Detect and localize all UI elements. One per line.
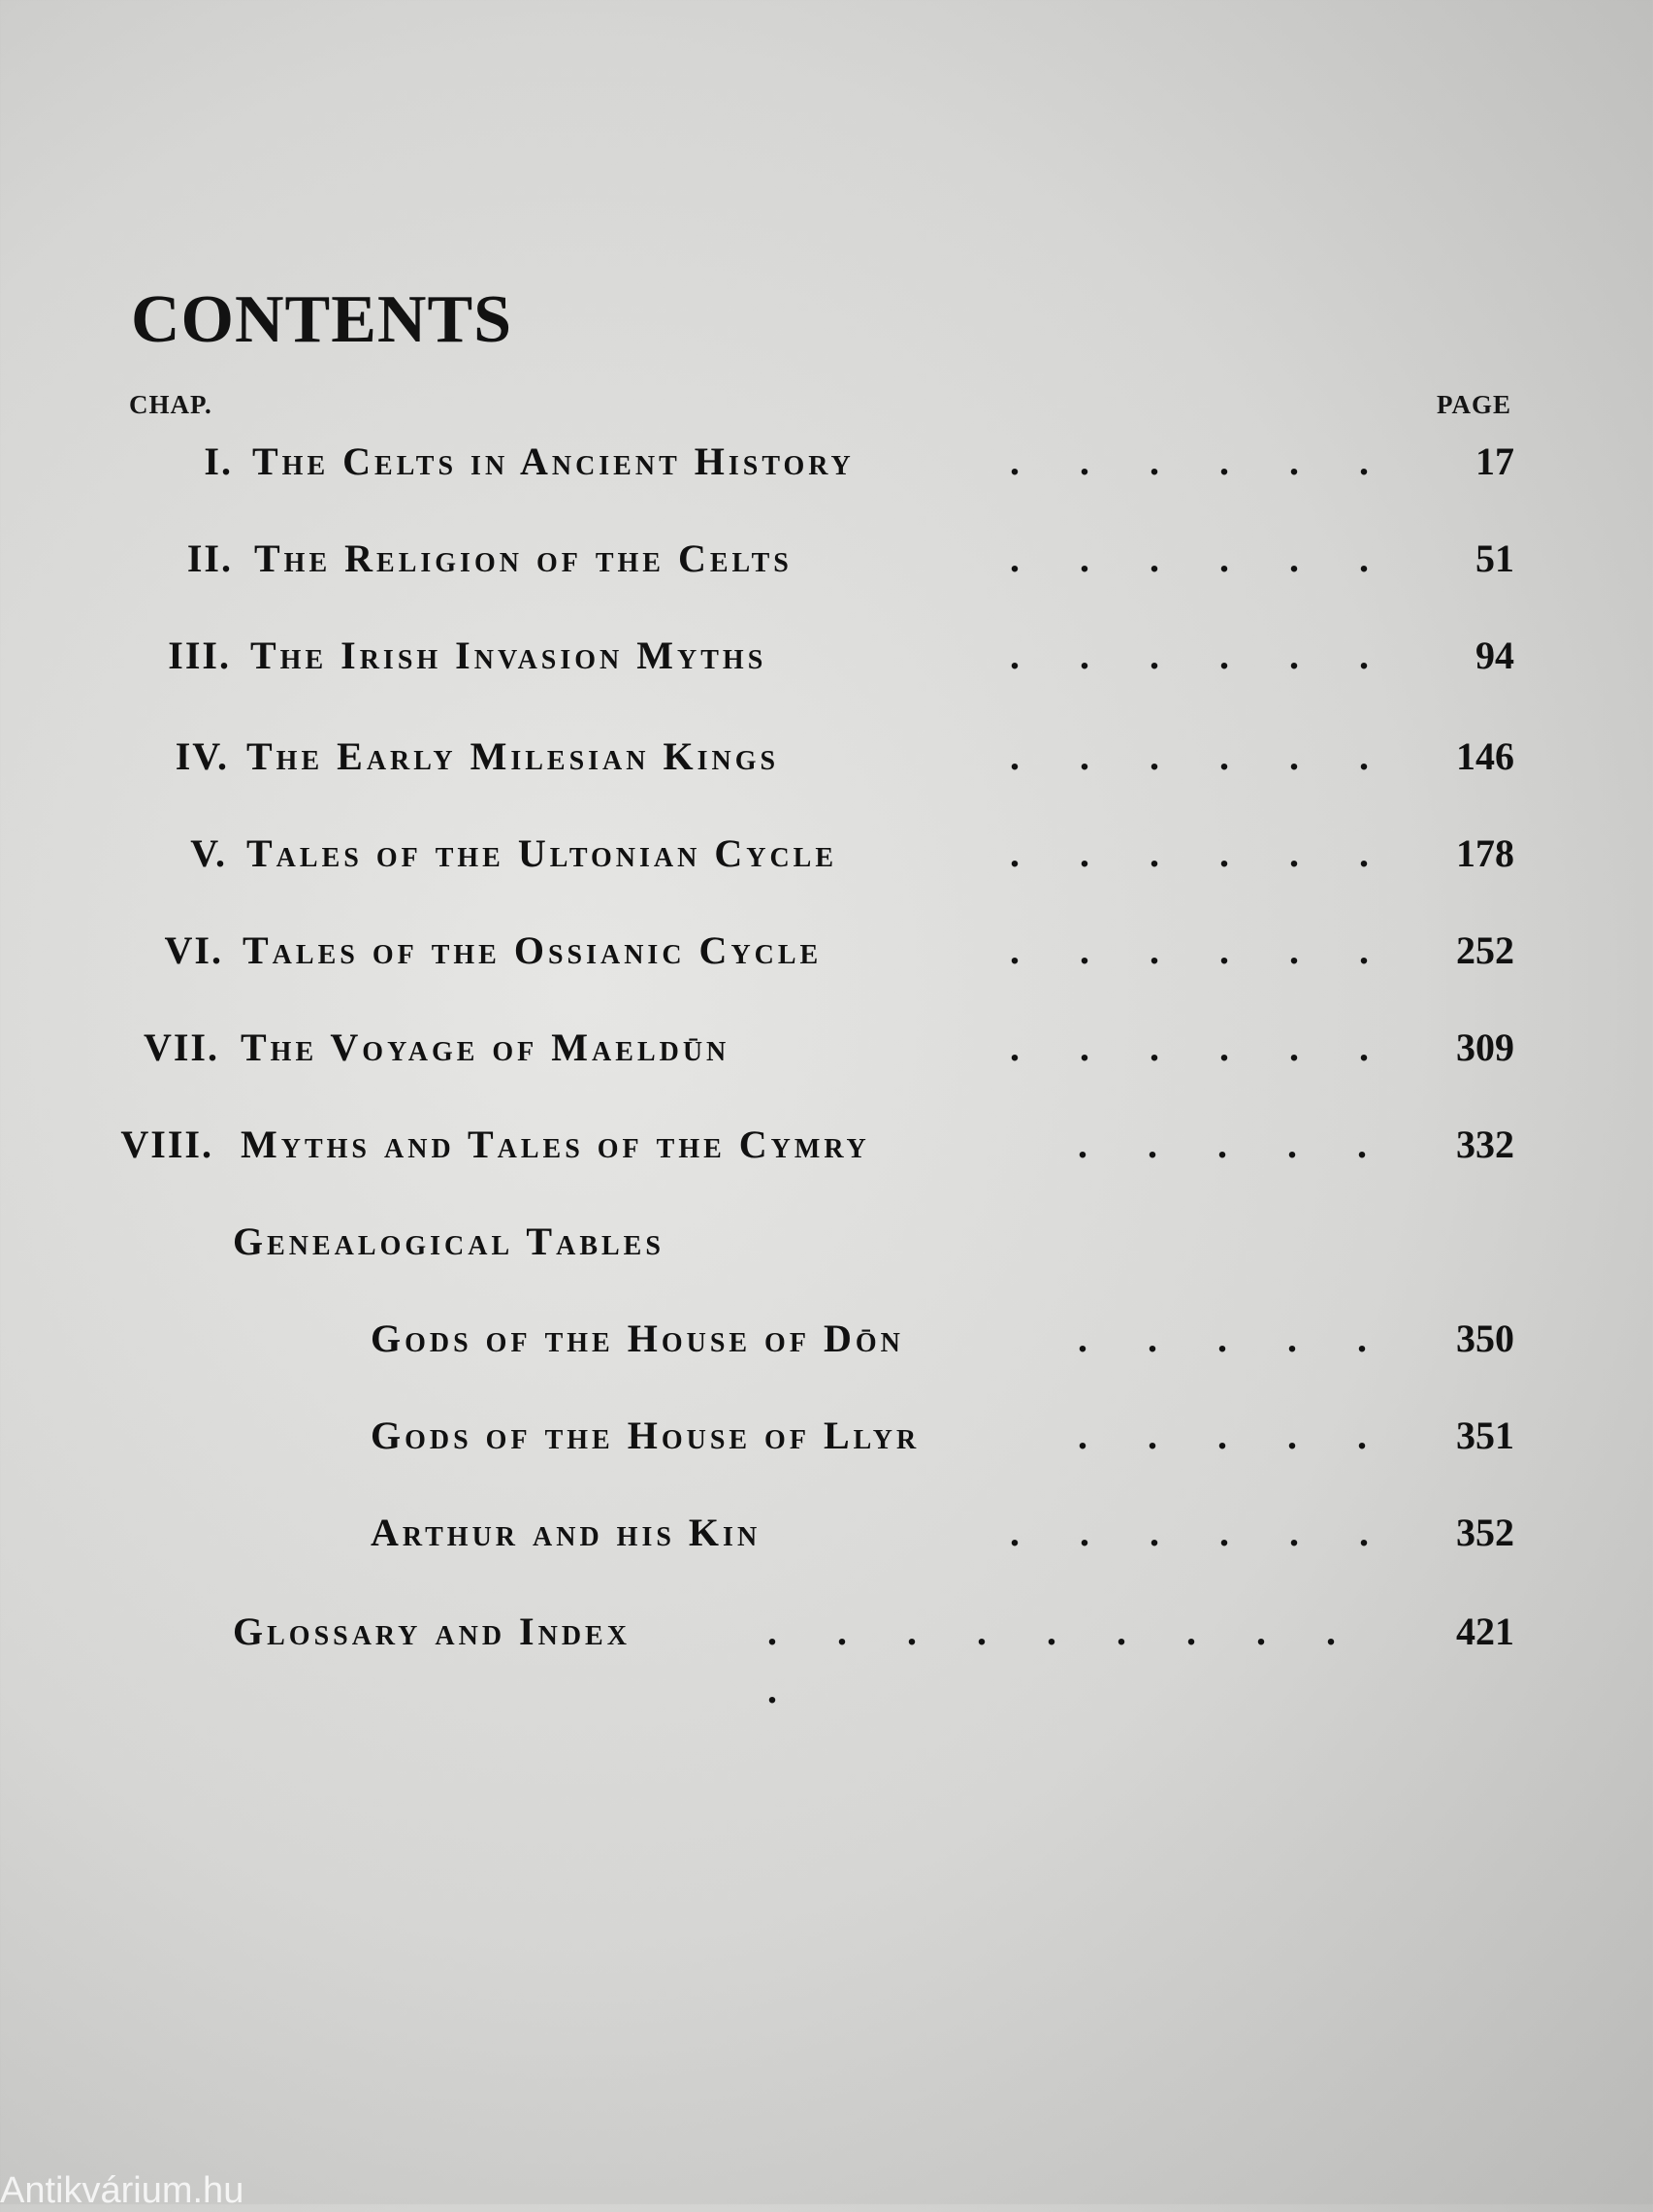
page-number: 351 [1456,1414,1514,1457]
chapter-title: The Celts in Ancient History [252,439,855,483]
chapter-title: The Irish Invasion Myths [250,634,767,677]
chapter-title: The Religion of the Celts [254,537,793,580]
page-number: 309 [1456,1025,1514,1069]
toc-row-table-3 [0,1504,1653,1562]
toc-row-table-1 [0,1310,1653,1368]
toc-row-chapter-2 [0,530,1653,588]
chapter-numeral: VI. [164,928,223,972]
page-number: 17 [1475,439,1514,483]
dot-leader: . . . . . . [1010,1511,1369,1554]
section-heading: Genealogical Tables [233,1220,664,1263]
watermark-text: Antikvárium.hu [0,2170,244,2211]
page-number: 252 [1456,928,1514,972]
toc-row-table-2 [0,1407,1653,1465]
page-number: 350 [1456,1317,1514,1360]
dot-leader: . . . . . . [1010,831,1369,875]
toc-row-chapter-1 [0,433,1653,491]
dot-leader: . . . . . . [1010,928,1369,972]
dot-leader: . . . . . . [1010,1025,1369,1069]
chapter-numeral: I. [204,439,233,483]
page-number: 332 [1456,1122,1514,1166]
dot-leader: . . . . . . . . .. [767,1610,1336,1711]
page-column-label: PAGE [1437,390,1511,419]
chapter-title: Tales of the Ultonian Cycle [246,831,838,875]
toc-row-chapter-8 [0,1116,1653,1174]
page-number: 421 [1456,1610,1514,1653]
dot-leader: . . . . . . [1010,439,1369,483]
page-number: 146 [1456,734,1514,778]
page-number: 94 [1475,634,1514,677]
toc-row-chapter-6 [0,922,1653,980]
table-title: Arthur and his Kin [371,1511,762,1554]
toc-row-glossary [0,1603,1653,1711]
dot-leader: . . . . . . [1010,537,1369,580]
page-number: 352 [1456,1511,1514,1554]
dot-leader: . . . . . [1078,1317,1367,1360]
chapter-title: Myths and Tales of the Cymry [241,1122,870,1166]
dot-leader: . . . . . . [1010,734,1369,778]
page-title: CONTENTS [131,282,513,357]
chapter-numeral: VIII. [120,1122,213,1166]
page-number: 178 [1456,831,1514,875]
chapter-numeral: IV. [175,734,229,778]
table-title: Gods of the House of Llyr [371,1414,921,1457]
chap-column-label: CHAP. [129,390,212,419]
toc-row-chapter-4 [0,728,1653,786]
page-number: 51 [1475,537,1514,580]
chapter-numeral: III. [168,634,231,677]
dot-leader: . . . . . [1078,1122,1367,1166]
chapter-title: The Early Milesian Kings [246,734,780,778]
chapter-numeral: V. [190,831,227,875]
chapter-title: The Voyage of Maeldūn [241,1025,730,1069]
toc-row-genealogical-heading [0,1213,1653,1271]
chapter-numeral: VII. [143,1025,219,1069]
chapter-title: Tales of the Ossianic Cycle [243,928,823,972]
chapter-numeral: II. [186,537,233,580]
toc-row-chapter-5 [0,825,1653,883]
dot-leader: . . . . . . [1010,634,1369,677]
dot-leader: . . . . . [1078,1414,1367,1457]
toc-row-chapter-3 [0,627,1653,685]
toc-row-chapter-7 [0,1019,1653,1077]
glossary-title: Glossary and Index [233,1610,631,1653]
table-title: Gods of the House of Dōn [371,1317,904,1360]
